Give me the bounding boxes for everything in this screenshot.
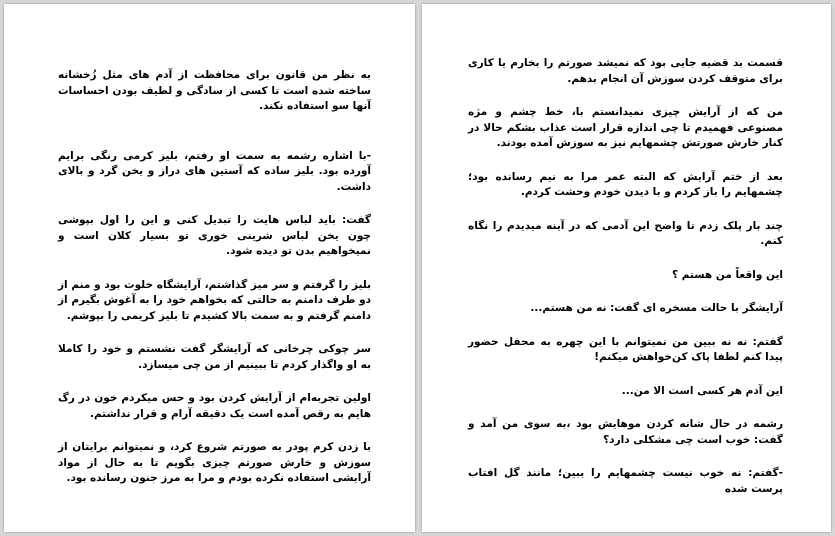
paragraph: -گفتم: نه خوب نیست چشمهایم را ببین؛ مانند گل افتاب پرست شده <box>468 467 783 495</box>
paragraph: گفتم: نه نه ببین من نمیتوانم با این چهره به محفل حضور پیدا کنم لطفا پاک کن‌خواهش میکنم! <box>468 335 783 363</box>
paragraph: -با اشاره رشمه به سمت او رفتم، بلیز کرمی رنگی برایم آورده بود. بلیز ساده که آستین های دراز و یخن گرد و بالای داشت. <box>58 149 371 193</box>
left-page-text <box>58 68 371 505</box>
left-page <box>4 4 415 532</box>
paragraph: گفت: باید لباس هایت را تبدیل کنی و این را اول بپوشی چون یخن لباس شرینی خوری تو بسیار کلان است و نمیخواهیم بدن تو دیده شود. <box>58 214 371 257</box>
paragraph: آرایشگر با حالت مسخره ای گفت: نه من هستم... <box>530 302 783 314</box>
paragraph: من که از آرایش چیزی نمیدانستم با، خط چشم و مژه مصنوعی فهمیدم تا چی اندازه قرار است عذاب بشکم حالا در کنار خارش صورتش چشمهایم نیز به سوزش آمده بودند. <box>468 106 783 149</box>
paragraph: این واقعاً من هستم ؟ <box>671 268 783 281</box>
paragraph: رشمه در حال شانه کردن موهایش بود ،به سوی من آمد و گفت: خوب است چی مشکلی دارد؟ <box>468 418 783 446</box>
paragraph: اولین تجربه‌ام از آرایش کردن بود و حس میکردم خون در رگ هایم به رقص آمده است یک دقیقه آرام و قرار نداشتم. <box>58 392 371 420</box>
paragraph: این آدم هر کسی است الا من... <box>621 384 783 397</box>
paragraph: چند بار پلک زدم تا واضح این آدمی که در آینه میدیدم را نگاه کنم. <box>468 219 783 247</box>
paragraph: با زدن کرم پودر به صورتم شروع کرد، و نمیتوانم برایتان از سوزش و خارش صورتم چیزی بگویم تا به حال از مواد آرایشی استفاده نکرده بودم و مرا به مرز جنون رسانده بود. <box>58 441 371 484</box>
right-page <box>422 4 831 532</box>
paragraph: بعد از ختم آرایش که البته عمر مرا به نیم رسانده بود؛ چشمهایم را باز کردم و با دیدن خودم وحشت کردم. <box>468 170 783 198</box>
paragraph: بلیز را گرفتم و سر میز گذاشتم، آرایشگاه خلوت بود و منم از دو طرف دامنم به حالتی که بخواهم خود را به آغوش بگیرم از دامنم گرفتم و به سمت بالا کشیدم تا بلیز کریمی را بپوشم. <box>58 278 371 322</box>
right-page-text <box>468 56 783 515</box>
paragraph: سر چوکی چرخانی که آرایشگر گفت نشستم و خود را کاملا به او واگذار کردم تا ببینیم از من چی میسازد. <box>58 343 371 371</box>
paragraph: به نظر من قانون برای محافظت از آدم های مثل زُخشانه ساخته شده است تا کسی از سادگی و لطیف بودن احساسات آنها سو استفاده نکند. <box>58 69 371 112</box>
paragraph: قسمت بد قضیه جایی بود که نمیشد صورتم را بخارم یا کاری برای متوقف کردن سوزش آن انجام بدهم. <box>468 57 783 85</box>
